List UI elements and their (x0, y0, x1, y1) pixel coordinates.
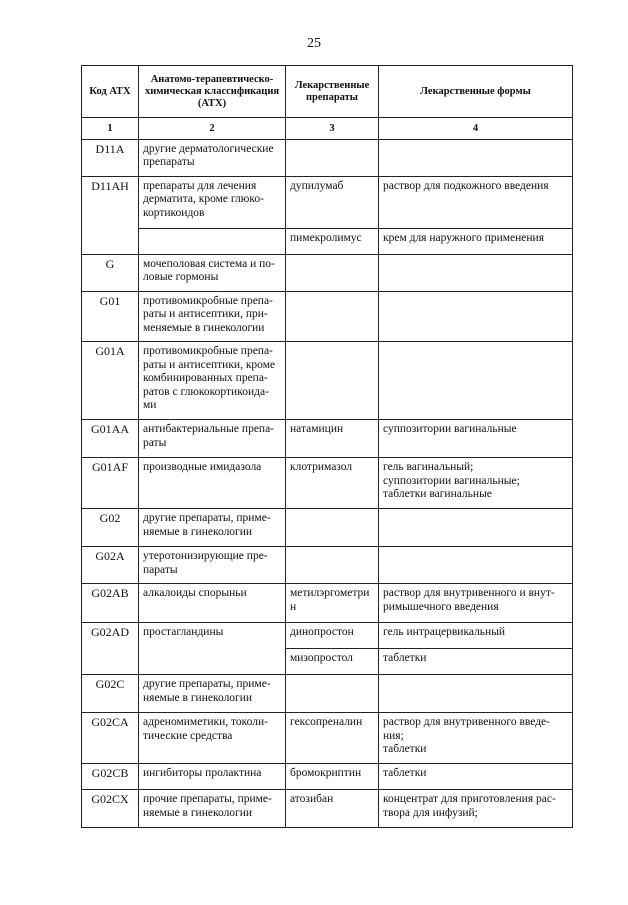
dosage-form-cell (379, 509, 573, 547)
table-row (82, 139, 573, 176)
drug-cell: динопростон (286, 623, 379, 649)
dosage-form-cell: гель вагинальный; суппозитории вагинальные; таблетки вагинальные (379, 458, 573, 509)
atc-class-cell: алкалоиды спорыньи (139, 584, 286, 623)
table-row (82, 176, 573, 228)
atc-code-cell: G01A (82, 342, 139, 420)
table-row (82, 291, 573, 342)
atc-code-cell: D11A (82, 139, 139, 176)
page-number: 25 (307, 36, 321, 51)
drug-cell: мизопростол (286, 649, 379, 675)
atc-classification-table (81, 65, 573, 828)
drug-cell (286, 342, 379, 420)
table-row (82, 675, 573, 713)
table-row (82, 790, 573, 828)
drug-cell: метилэргометрин (286, 584, 379, 623)
column-number: 3 (286, 118, 379, 140)
atc-class-cell: простагландины (139, 623, 286, 675)
drug-cell (286, 254, 379, 291)
table-row (82, 342, 573, 420)
atc-class-cell: противомикробные препа- раты и антисептики, при- меняемые в гинекологии (139, 291, 286, 342)
header-atc-classification: Анатомо-терапевтическо-химическая классификация (АТХ) (139, 66, 286, 118)
dosage-form-cell: гель интрацервикальный (379, 623, 573, 649)
header-atc-code: Код АТХ (82, 66, 139, 118)
column-number-row (82, 118, 573, 140)
dosage-form-cell (379, 139, 573, 176)
atc-code-cell: G01AF (82, 458, 139, 509)
dosage-form-cell (379, 254, 573, 291)
dosage-form-cell: концентрат для приготовления рас- твора для инфузий; (379, 790, 573, 828)
table-row (82, 458, 573, 509)
atc-class-cell: препараты для лечения дерматита, кроме глюко- кортикоидов (139, 176, 286, 228)
dosage-form-cell: раствор для подкожного введения (379, 176, 573, 228)
table-row (82, 420, 573, 458)
drug-cell: пимекролимус (286, 228, 379, 254)
dosage-form-cell: раствор для внутривенного введе- ния; таблетки (379, 713, 573, 764)
atc-code-cell: G02C (82, 675, 139, 713)
drug-cell: гексопреналин (286, 713, 379, 764)
table-row (82, 228, 573, 254)
atc-code-cell: G02CB (82, 764, 139, 790)
atc-code-cell: G02AD (82, 623, 139, 675)
table-row (82, 547, 573, 584)
dosage-form-cell (379, 342, 573, 420)
drug-cell: дупилумаб (286, 176, 379, 228)
atc-class-cell: другие препараты, приме- няемые в гинекологии (139, 509, 286, 547)
column-number: 2 (139, 118, 286, 140)
dosage-form-cell (379, 547, 573, 584)
atc-code-cell: G02CX (82, 790, 139, 828)
table-row (82, 764, 573, 790)
atc-class-cell: мочеполовая система и по- ловые гормоны (139, 254, 286, 291)
drug-cell: натамицин (286, 420, 379, 458)
atc-class-cell: утеротонизирующие пре- параты (139, 547, 286, 584)
atc-class-cell: противомикробные препа- раты и антисептики, кроме комбинированных препа- ратов с глюкокортикоида- ми (139, 342, 286, 420)
atc-class-cell: другие дерматологические препараты (139, 139, 286, 176)
atc-code-cell: G (82, 254, 139, 291)
dosage-form-cell (379, 675, 573, 713)
atc-class-cell: другие препараты, приме- няемые в гинекологии (139, 675, 286, 713)
atc-code-cell: G02A (82, 547, 139, 584)
table-row (82, 254, 573, 291)
atc-class-cell: ингибиторы пролактина (139, 764, 286, 790)
drug-cell: бромокриптин (286, 764, 379, 790)
atc-class-cell: прочие препараты, приме- няемые в гинекологии (139, 790, 286, 828)
drug-cell: атозибан (286, 790, 379, 828)
header-dosage-forms: Лекарственные формы (379, 66, 573, 118)
atc-code-cell: G02CA (82, 713, 139, 764)
atc-class-cell: антибактериальные препа- раты (139, 420, 286, 458)
atc-class-cell (139, 228, 286, 254)
dosage-form-cell (379, 291, 573, 342)
dosage-form-cell: суппозитории вагинальные (379, 420, 573, 458)
dosage-form-cell: таблетки (379, 649, 573, 675)
column-number: 4 (379, 118, 573, 140)
dosage-form-cell: крем для наружного применения (379, 228, 573, 254)
table-row (82, 584, 573, 623)
atc-code-cell: G01 (82, 291, 139, 342)
table-row (82, 623, 573, 649)
dosage-form-cell: таблетки (379, 764, 573, 790)
drug-cell (286, 509, 379, 547)
drug-cell (286, 675, 379, 713)
drug-cell (286, 139, 379, 176)
atc-class-cell: производные имидазола (139, 458, 286, 509)
atc-code-cell: G02 (82, 509, 139, 547)
drug-cell: клотримазол (286, 458, 379, 509)
drug-cell (286, 547, 379, 584)
table-row (82, 509, 573, 547)
atc-code-cell: G02AB (82, 584, 139, 623)
header-drugs: Лекарственные препараты (286, 66, 379, 118)
atc-code-cell: D11AH (82, 176, 139, 254)
column-number: 1 (82, 118, 139, 140)
atc-class-cell: адреномиметики, токоли- тические средства (139, 713, 286, 764)
drug-cell (286, 291, 379, 342)
atc-code-cell: G01AA (82, 420, 139, 458)
dosage-form-cell: раствор для внутривенного и внут- римышечного введения (379, 584, 573, 623)
table-row (82, 713, 573, 764)
table-header-row (82, 66, 573, 118)
